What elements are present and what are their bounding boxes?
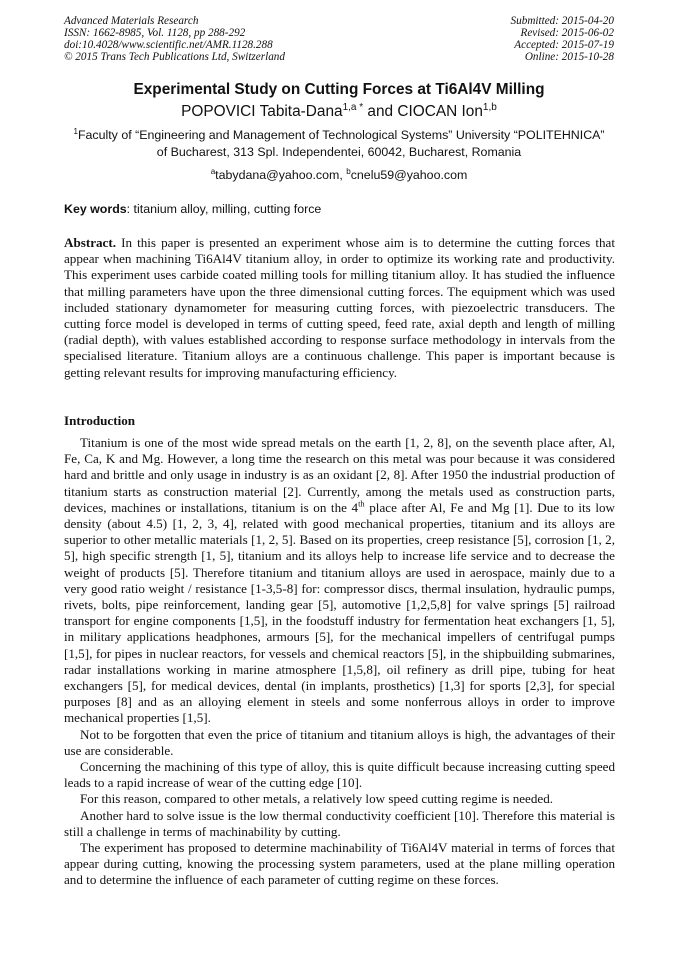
authors-and: and — [363, 103, 398, 120]
authors — [0, 103, 678, 121]
abstract-text: In this paper is presented an experiment whose aim is to determine the cutting forces that appear when machining Ti6Al4V titanium alloy, in order to optimize its working rate and productivity. This experiment uses carbide coated milling tools for milling titanium alloy. It has studied the influence that milling parameters have upon the three dimensional cutting forces. The equipment which was used included stationary dynamometer for measuring cutting forces, with piezoelectric transducers. The cutting force model is developed in terms of cutting speed, feed rate, axial depth and length of milling (radial depth), with values established according to response surface methodology in intervals from the specialised literature. Titanium alloys are a continuous challenge. This paper is important because is getting relevant results for improving manufacturing efficiency. — [64, 235, 615, 380]
affiliation — [0, 127, 678, 161]
author-emails — [0, 168, 678, 182]
abstract — [64, 235, 615, 381]
introduction-body — [64, 435, 615, 889]
author-2: CIOCAN Ion — [397, 103, 483, 120]
intro-p1-part-a: Titanium is one of the most wide spread metals on the earth [1, 2, 8], on the seventh place after, Al, Fe, Ca, K and Mg. However, a long time the research on this metal was pour because it was considered hard and brittle and only usage in industry is as an oxidant [2, 8]. After 1950 the industrial production of titanium starts as construction material [2]. Currently, among the metals used as construction parts, devices, machines or installations, titanium is on the 4 — [64, 435, 615, 515]
intro-paragraph-1 — [64, 435, 615, 727]
paper-title: Experimental Study on Cutting Forces at Ti6Al4V Milling — [133, 81, 545, 98]
revised-date: Revised: 2015-06-02 — [520, 27, 614, 39]
affiliation-line-1: Faculty of “Engineering and Management of Technological Systems” University “POLITEHNICA” — [77, 128, 605, 142]
affiliation-marker: 1 — [73, 126, 78, 136]
issn-line: ISSN: 1662-8985, Vol. 1128, pp 288-292 — [64, 27, 246, 39]
dates-info — [511, 15, 614, 63]
submitted-date: Submitted: 2015-04-20 — [510, 15, 614, 27]
email-marker-b: b — [346, 166, 351, 176]
intro-p1-part-b: place after Al, Fe and Mg [1]. Due to its low density (about 4.5) [1, 2, 3, 4], related with good mechanical properties, titanium and its alloys are superior to other metallic materials [1, 2, 5]. Based on its properties, creep resistance [5], corrosion [1, 2, 5], high specific strength [1, 5], titanium and its alloys help to increase life service and to decrease the weight of products [5]. Therefore titanium and titanium alloys are used in aerospace, mainly due to a very good ratio weight / resistance [1-3,5-8] for: compressor discs, thermal insulation, hydraulic pumps, rivets, bolts, pipe reinforcement, landing gear [5], automotive [1,2,5,8] for valve springs [5] railroad transport for engine components [1,5], in the foodstuff industry for fermentation heat exchangers [1, 5], in military applications headphones, armours [5], for the mechanical impellers of centrifugal pumps [1,5], for pipes in nuclear reactors, for vessels and chemical reactors [5], in the shipbuilding submarines, radar installations working in marine atmosphere [1,5,8], oil refinery as drill pipe, tubing for heat exchangers [5], for medical devices, dental (in implants, prosthetics) [1,3] for sports [2,3], for special purposes [8] and as an alloying element in steels and some nonferrous alloys in order to improve mechanical properties [1,5]. — [64, 499, 615, 726]
affiliation-line-2: of Bucharest, 313 Spl. Independentei, 60042, Bucharest, Romania — [156, 145, 522, 159]
journal-name: Advanced Materials Research — [64, 15, 199, 27]
author-1: POPOVICI Tabita-Dana — [181, 103, 343, 120]
copyright-line: © 2015 Trans Tech Publications Ltd, Switzerland — [64, 51, 285, 63]
keywords-label: Key words — [64, 202, 127, 216]
online-date: Online: 2015-10-28 — [524, 51, 614, 63]
keywords — [64, 202, 321, 216]
accepted-date: Accepted: 2015-07-19 — [514, 39, 614, 51]
journal-info — [64, 15, 285, 63]
keywords-text: : titanium alloy, milling, cutting force — [126, 202, 322, 216]
intro-paragraph-2: Not to be forgotten that even the price of titanium and titanium alloys is high, the advantages of their use are considerable. — [64, 726, 615, 758]
author-1-affiliation: 1,a * — [342, 101, 364, 113]
introduction-heading: Introduction — [64, 413, 136, 428]
doi-line: doi:10.4028/www.scientific.net/AMR.1128.288 — [64, 39, 273, 51]
intro-paragraph-6: The experiment has proposed to determine machinability of Ti6Al4V material in terms of forces that appear during cutting, knowing the processing system parameters, used at the plane milling operation and to determine the influence of each parameter of cutting regime on these forces. — [64, 840, 615, 888]
intro-paragraph-3: Concerning the machining of this type of alloy, this is quite difficult because increasing cutting speed leads to a rapid increase of wear of the cutting edge [10]. — [64, 759, 615, 791]
abstract-label: Abstract. — [64, 235, 116, 250]
email-b[interactable]: cnelu59@yahoo.com — [350, 168, 468, 182]
email-marker-a: a — [210, 166, 216, 176]
intro-paragraph-4: For this reason, compared to other metals, a relatively low speed cutting regime is needed. — [80, 791, 554, 807]
email-a[interactable]: tabydana@yahoo.com, — [215, 168, 347, 182]
ordinal-suffix: th — [358, 498, 365, 509]
intro-paragraph-5: Another hard to solve issue is the low thermal conductivity coefficient [10]. Therefore this material is still a challenge in terms of machinability by cutting. — [64, 807, 615, 839]
author-2-affiliation: 1,b — [482, 101, 497, 113]
